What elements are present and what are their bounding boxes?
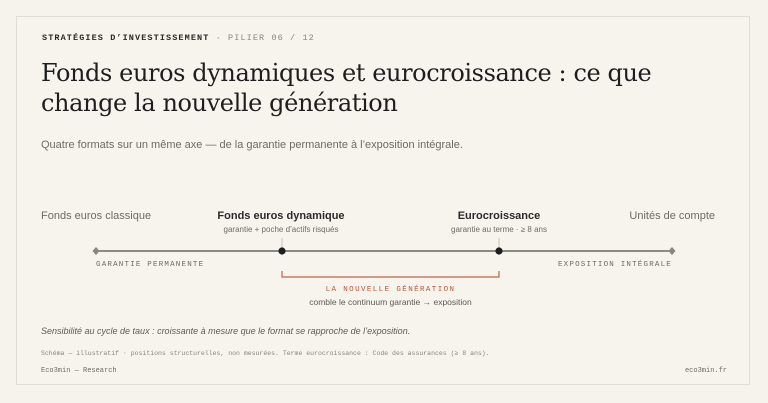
axis-endpoint-left bbox=[93, 247, 100, 255]
bracket-label: LA NOUVELLE GÉNÉRATION bbox=[325, 286, 456, 294]
node-dot-eurocroissance bbox=[495, 247, 502, 254]
node-sub: garantie + poche d’actifs risqués bbox=[223, 225, 339, 234]
axis-endpoint-right bbox=[669, 247, 676, 255]
caption-exposition-integrale: EXPOSITION INTÉGRALE bbox=[557, 261, 672, 269]
node-name: Unités de compte bbox=[629, 210, 715, 222]
new-generation-bracket bbox=[282, 271, 499, 277]
caption-garantie-permanente: GARANTIE PERMANENTE bbox=[96, 261, 205, 269]
footer-link[interactable]: eco3min.fr bbox=[684, 367, 727, 375]
page-title: Fonds euros dynamiques et eurocroissance : ce que change la nouvelle génération bbox=[41, 59, 652, 117]
eyebrow-pillar: PILIER 06 / 12 bbox=[228, 33, 315, 43]
page-subtitle: Quatre formats sur un même axe — de la garantie permanente à l’exposition intégrale. bbox=[41, 139, 463, 151]
node-name: Fonds euros dynamique bbox=[217, 210, 345, 222]
bracket-sublabel: comble le continuum garantie → exposition bbox=[309, 297, 472, 307]
node-sub: garantie au terme · ≥ 8 ans bbox=[451, 225, 547, 234]
node-dot-dynamique bbox=[278, 247, 285, 254]
footer-brand: Eco3min — Research bbox=[41, 367, 117, 375]
eyebrow-section: STRATÉGIES D’INVESTISSEMENT bbox=[42, 33, 210, 43]
node-name: Fonds euros classique bbox=[41, 210, 152, 222]
rate-sensitivity-note: Sensibilité au cycle de taux : croissante à mesure que le format se rapproche de l’exposition. bbox=[41, 326, 411, 336]
source-note: Schéma — illustratif · positions structurelles, non mesurées. Terme eurocroissance : Code des assurances (≥ 8 ans). bbox=[41, 350, 490, 357]
eyebrow-separator: · bbox=[215, 33, 222, 43]
node-name: Eurocroissance bbox=[457, 210, 541, 222]
